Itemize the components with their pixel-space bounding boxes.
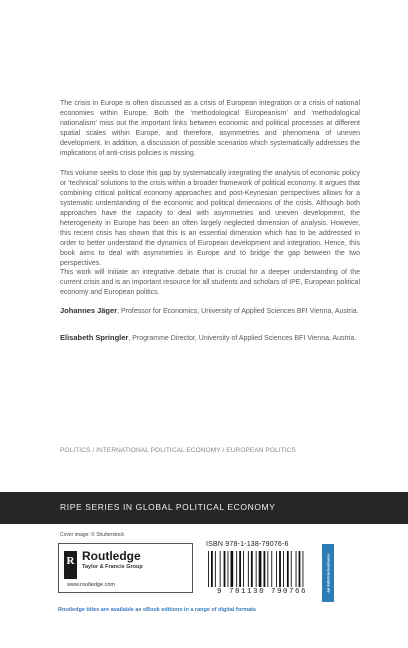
publisher-group: Taylor & Francis Group bbox=[82, 564, 143, 570]
author-bio-2 bbox=[60, 333, 360, 344]
publisher-url: www.routledge.com bbox=[67, 582, 115, 588]
blurb-paragraph-1: The crisis in Europe is often discussed as a crisis of European integration or a crisis of national economies within Europe. Both the ‘methodological Europeanism’ and ‘methodological nationalism’ miss out the important links between economic and political processes at different spatial scales within Europe, and therefore, asymmetries and phenomena of uneven development. In addition, a discussion of possible scenarios which systematically addresses the implications of anti-crisis policies is missing. bbox=[60, 100, 360, 157]
isbn-block bbox=[206, 540, 321, 600]
author-name: Johannes Jäger bbox=[60, 306, 118, 315]
author-role: , Professor for Economics, University of Applied Sciences BFI Vienna, Austria. bbox=[117, 308, 359, 315]
ebook-strip bbox=[322, 544, 334, 602]
barcode-icon bbox=[206, 551, 318, 587]
author-role: , Programme Director, University of Applied Sciences BFI Vienna, Austria. bbox=[128, 335, 357, 342]
publisher-name: Routledge bbox=[82, 549, 141, 563]
author-name: Elisabeth Springler bbox=[60, 333, 129, 342]
subject-categories: POLITICS / INTERNATIONAL POLITICAL ECONOMY / EUROPEAN POLITICS bbox=[60, 447, 296, 454]
blurb-paragraph-2: This volume seeks to close this gap by systematically integrating the analysis of economic policy or ‘technical’ solutions to the crisis within a broader framework of political economy. It argues that combining critical political economy approaches and post-Keynesian perspectives allows for a systematic understanding of the economic and political dimensions of the crisis. Although both approaches have the capacity to deal with asymmetries and uneven development, the heterogeneity in Europe has been an often largely neglected dimension of analysis. However, this recent crisis has shown that this is an essential dimension which has to be addressed in order to better understand the dynamics of European development and integration. Hence, this book aims to deal with asymmetries in Europe and to bridge the gap between the two perspectives. bbox=[60, 170, 360, 267]
blurb-paragraph-3: This work will initiate an integrative debate that is crucial for a deeper understanding of the current crisis and is an important resource for all students and scholars of IPE, European political economy and European politics. bbox=[60, 269, 360, 296]
ebook-note: Routledge titles are available as eBook editions in a range of digital formats bbox=[58, 607, 257, 613]
barcode-digits: 9 781138 790766 bbox=[216, 588, 307, 596]
series-band bbox=[0, 492, 408, 524]
logo-letter: R bbox=[66, 555, 75, 567]
publisher-box bbox=[58, 543, 193, 593]
cover-credit: Cover image: © Shutterstock bbox=[60, 532, 124, 538]
author-bio-1 bbox=[60, 306, 360, 317]
series-title: RIPE SERIES IN GLOBAL POLITICAL ECONOMY bbox=[60, 502, 276, 512]
isbn-label: ISBN 978-1-138-79076-6 bbox=[206, 541, 289, 548]
ebook-strip-text: an informa business bbox=[325, 553, 331, 593]
routledge-logo-icon bbox=[64, 551, 77, 579]
